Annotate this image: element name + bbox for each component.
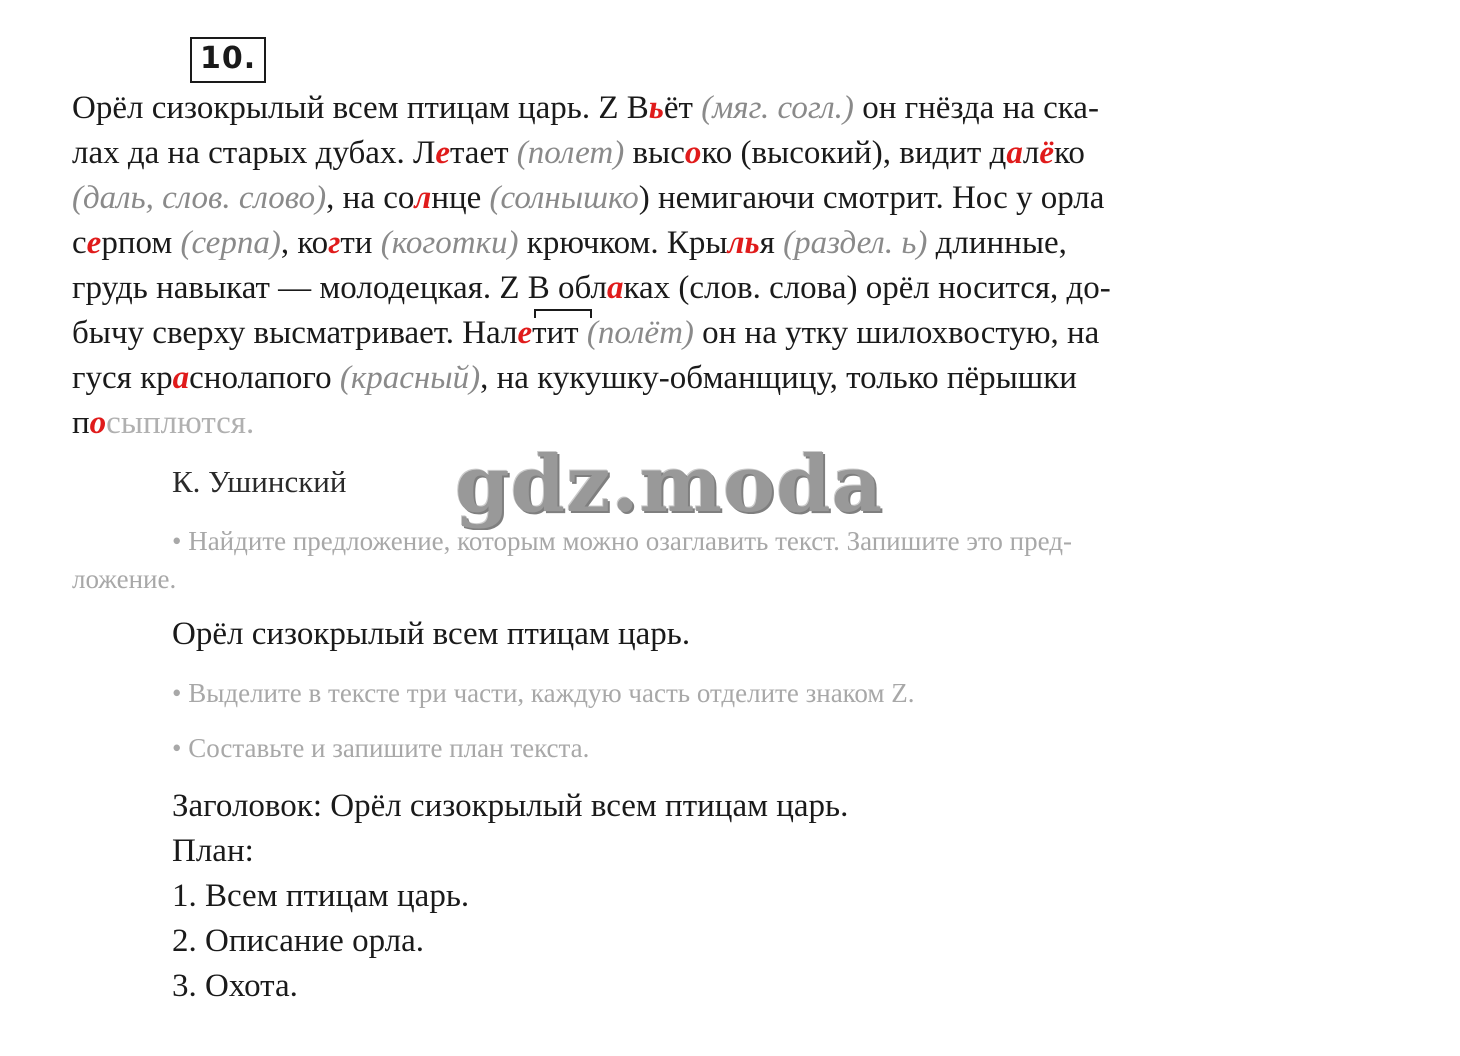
hint: (мяг. согл.): [701, 90, 854, 126]
highlighted-letter: ё: [1039, 135, 1054, 171]
highlighted-letter: г: [328, 225, 341, 261]
text-line-4: серпом (серпа), когти (коготки) крючком. Крылья (раздел. ь) длинные,: [72, 225, 1067, 261]
hint: (коготки): [380, 225, 519, 261]
highlighted-letter: а: [1006, 135, 1023, 171]
plan-title: Заголовок: Орёл сизокрылый всем птицам царь.: [172, 788, 849, 824]
text-line-7: гуся краснолапого (красный), на кукушку-обманщицу, только пёрышки: [72, 360, 1077, 396]
author-name: К. Ушинский: [172, 464, 347, 499]
watermark-logo: gdz.moda: [455, 439, 884, 530]
task-number-box: 10.: [190, 37, 266, 83]
task-question-3: • Составьте и запишите план текста.: [172, 733, 590, 763]
highlighted-letter: о: [89, 405, 107, 441]
exercise-text: [72, 86, 1312, 446]
hint: (полет): [516, 135, 625, 171]
text-line-1: Орёл сизокрылый всем птицам царь. Z Вьёт (мяг. согл.) он гнёзда на ска-: [72, 90, 1099, 126]
highlighted-letter: а: [172, 360, 190, 396]
plan-item: 3. Охота.: [172, 968, 298, 1004]
highlighted-letter: а: [606, 270, 624, 306]
highlighted-letter: е: [86, 225, 102, 261]
text-line-2: лах да на старых дубах. Летает (полет) высоко (высокий), видит далёко: [72, 135, 1085, 171]
hint: (солнышко: [489, 180, 639, 216]
highlighted-letter: о: [684, 135, 702, 171]
hint: (серпа): [180, 225, 281, 261]
plan-label: План:: [172, 833, 254, 869]
hint: (красный): [339, 360, 481, 396]
text-line-8: посыплются.: [72, 405, 255, 441]
hint: (раздел. ь): [783, 225, 928, 261]
task-question-1-continued: ложение.: [72, 564, 177, 594]
highlighted-letter: л: [414, 180, 432, 216]
hint: (полёт): [586, 315, 694, 351]
answer-1: Орёл сизокрылый всем птицам царь.: [172, 616, 691, 652]
task-question-1: • Найдите предложение, которым можно озаглавить текст. Запишите это пред-: [172, 526, 1072, 556]
task-question-2: • Выделите в тексте три части, каждую часть отделите знаком Z.: [172, 678, 915, 708]
text-line-6: бычу сверху высматривает. Налетит (полёт) он на утку шилохвостую, на: [72, 315, 1100, 351]
hint: (даль, слов. слово): [72, 180, 327, 216]
plan-item: 1. Всем птицам царь.: [172, 878, 470, 914]
text-line-3: (даль, слов. слово), на солнце (солнышко) немигаючи смотрит. Нос у орла: [72, 180, 1105, 216]
highlighted-letter: е: [517, 315, 533, 351]
part-bracket-mark: [534, 309, 592, 318]
plan-item: 2. Описание орла.: [172, 923, 424, 959]
text-line-5: грудь навыкат — молодецкая. Z В облаках (слов. слова) орёл носится, до-: [72, 270, 1111, 306]
highlighted-letter: е: [435, 135, 450, 171]
plan-answer: [172, 784, 848, 1009]
highlighted-letter: ь: [648, 90, 664, 126]
highlighted-letter: ль: [727, 225, 760, 261]
